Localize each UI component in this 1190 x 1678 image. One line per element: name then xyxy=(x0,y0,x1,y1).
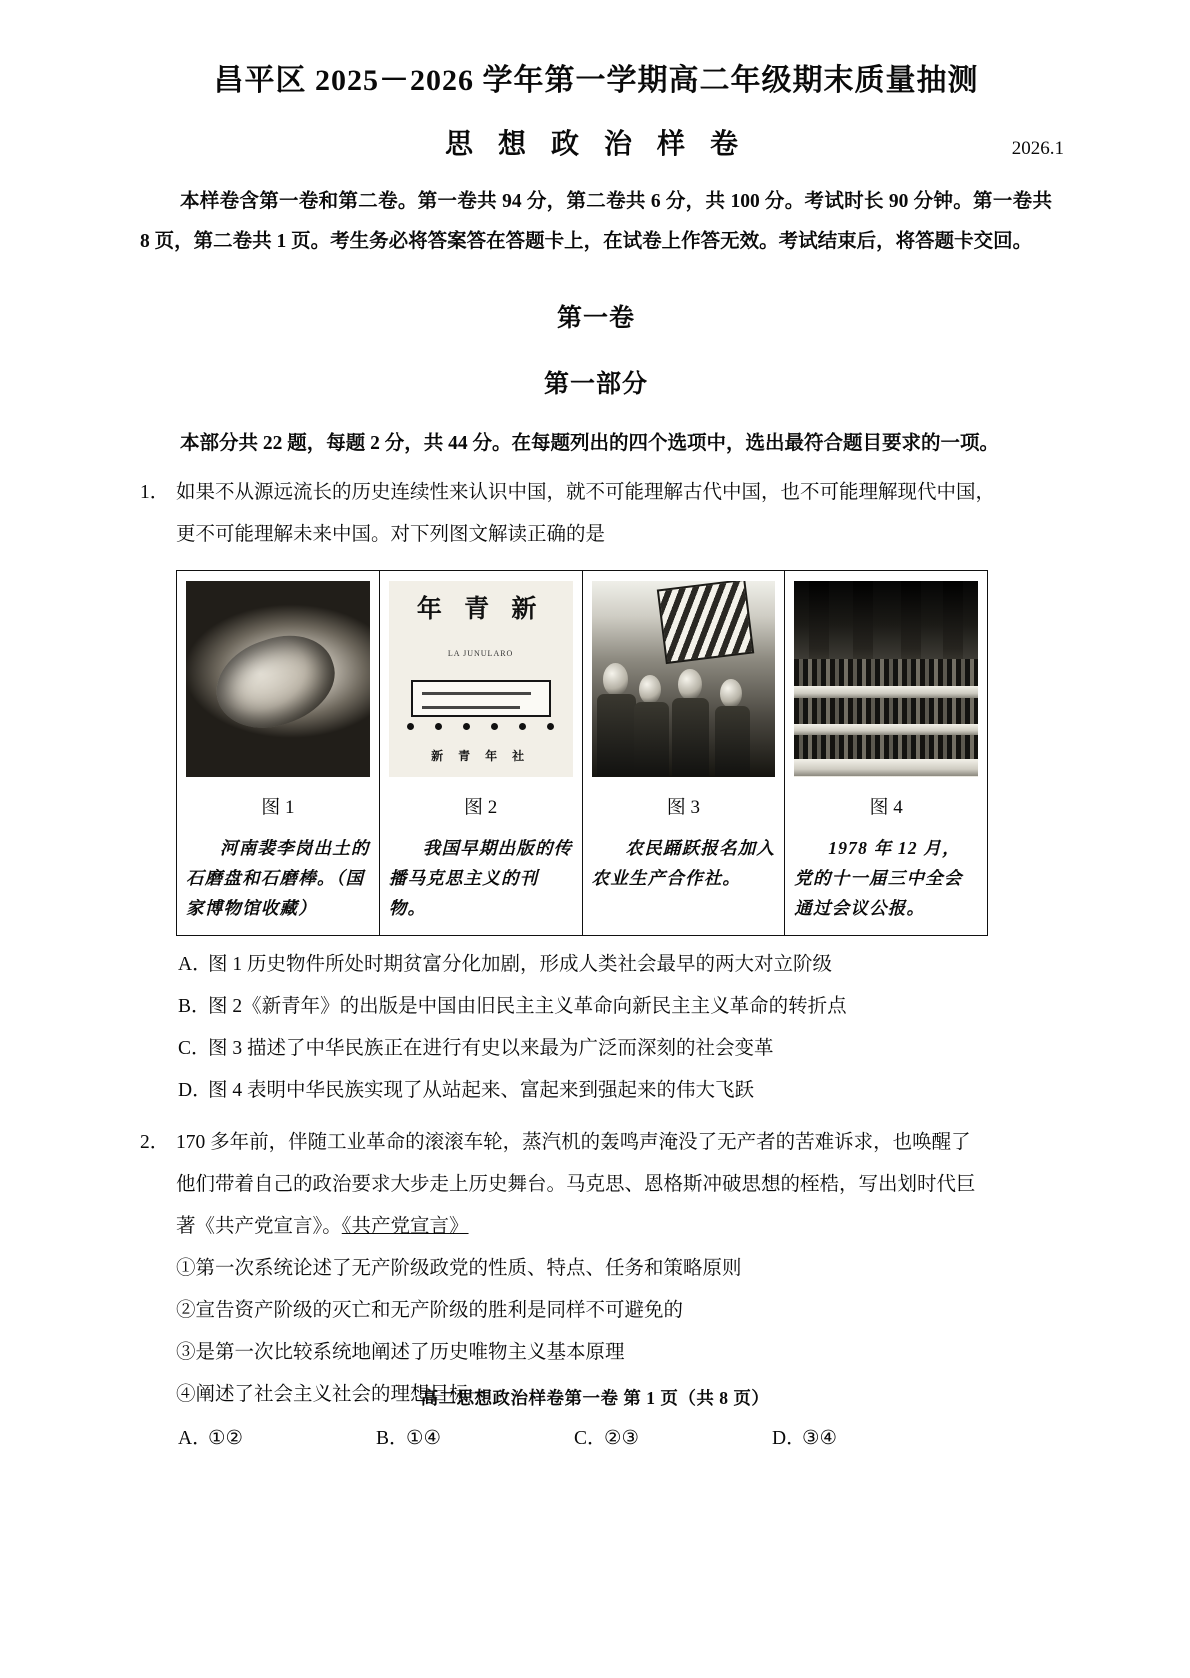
figure-2-caption xyxy=(389,833,573,923)
subject-title: 思 想 政 治 样 卷 xyxy=(444,128,747,160)
figure-4-caption-line-1: 1978 年 12 月，党的 xyxy=(794,837,961,888)
figure-2-caption-line-3: 物。 xyxy=(388,897,427,918)
figure-3-caption xyxy=(592,833,776,893)
magazine-cover-photo xyxy=(389,581,573,777)
figure-table xyxy=(176,570,988,936)
question-1-option-d[interactable] xyxy=(178,1070,1052,1112)
question-2-option-d-label: D． xyxy=(772,1427,806,1449)
question-1-option-b[interactable] xyxy=(178,986,1052,1028)
question-2-option-a[interactable] xyxy=(178,1418,376,1460)
question-2-statement-3: ③是第一次比较系统地阐述了历史唯物主义基本原理 xyxy=(176,1341,625,1363)
question-2-statement-4: ④阐述了社会主义社会的理想目标－ xyxy=(176,1383,489,1405)
figure-4-caption xyxy=(794,833,978,923)
exam-instructions: 本样卷含第一卷和第二卷。第一卷共 94 分，第二卷共 6 分，共 100 分。考试时长 90 分钟。第一卷共 8 页，第二卷共 1 页。考生务必将答案答在答题卡上，在试卷上作答无效。考试结束后，将答题卡交回。 xyxy=(140,190,1052,252)
page-content xyxy=(140,0,1064,1460)
figure-1-caption-line-1: 河南裴李岗出土 xyxy=(220,837,351,858)
question-2-number: 2． xyxy=(140,1131,170,1153)
question-2-stem-line-2: 他们带着自己的政治要求大步走上历史舞台。马克思、恩格斯冲破思想的桎梏，写出划时代巨 xyxy=(176,1173,976,1195)
question-2-option-d[interactable] xyxy=(772,1418,970,1460)
figure-cell-2 xyxy=(380,571,583,935)
question-1-option-d-label: D． xyxy=(178,1079,212,1101)
question-1-option-a[interactable] xyxy=(178,944,1052,986)
party-congress-photo xyxy=(794,581,978,777)
question-1-option-d-text: 图 4 表明中华民族实现了从站起来、富起来到强起来的伟大飞跃 xyxy=(208,1079,755,1101)
magazine-cover-subtitle: LA JUNULARO xyxy=(447,648,514,658)
figure-1-label: 图 1 xyxy=(261,796,295,818)
figure-2-label: 图 2 xyxy=(463,796,498,818)
figure-1-caption-line-2: 的石磨盘和石磨棒。 xyxy=(186,837,370,888)
subject-title-row xyxy=(140,122,1064,162)
question-1 xyxy=(140,472,1052,1112)
question-1-option-a-text: 图 1 历史物件所处时期贫富分化加剧，形成人类社会最早的两大对立阶级 xyxy=(208,953,833,975)
question-2-statement-1: ①第一次系统论述了无产阶级政党的性质、特点、任务和策略原则 xyxy=(176,1257,742,1279)
figure-cell-1 xyxy=(177,571,380,935)
figure-cell-4 xyxy=(785,571,987,935)
question-1-option-c-text: 图 3 描述了中华民族正在进行有史以来最为广泛而深刻的社会变革 xyxy=(208,1037,774,1059)
question-1-number: 1． xyxy=(140,481,170,503)
magazine-cover-title: 年 青 新 xyxy=(416,595,545,623)
question-1-stem-line-2: 更不可能理解未来中国。对下列图文解读正确的是 xyxy=(176,523,606,545)
question-2-option-a-text: ①② xyxy=(208,1427,243,1449)
question-2-option-d-text: ③④ xyxy=(802,1427,837,1449)
question-2-options xyxy=(140,1418,1052,1460)
part-title: 第一部分 xyxy=(543,370,648,398)
figure-3-label: 图 3 xyxy=(666,796,700,818)
question-2-stem xyxy=(140,1122,1052,1248)
stone-artifact-photo xyxy=(186,581,370,777)
figure-4-caption-line-3: 议公报。 xyxy=(850,897,926,918)
figure-2-caption-line-2: 传播马克思主义的刊 xyxy=(388,837,573,888)
figure-1-caption xyxy=(186,833,370,923)
question-2-option-a-label: A． xyxy=(178,1427,212,1449)
question-2-statement-2: ②宣告资产阶级的灭亡和无产阶级的胜利是同样不可避免的 xyxy=(176,1299,684,1321)
question-1-options xyxy=(140,944,1052,1112)
question-1-option-b-label: B． xyxy=(178,995,211,1017)
part-note: 本部分共 22 题，每题 2 分，共 44 分。在每题列出的四个选项中，选出最符合题目要求的一项。 xyxy=(180,432,1000,454)
farmers-crowd-photo xyxy=(592,581,776,777)
question-2-option-b-label: B． xyxy=(376,1427,409,1449)
figure-3-caption-line-2: 农业生产合作社。 xyxy=(591,867,742,888)
question-1-option-c[interactable] xyxy=(178,1028,1052,1070)
figure-3-caption-line-1: 农民踊跃报名加入 xyxy=(625,837,776,858)
figure-cell-3 xyxy=(583,571,786,935)
question-2-option-c-text: ②③ xyxy=(604,1427,639,1449)
question-2-option-b[interactable] xyxy=(376,1418,574,1460)
question-2-option-c[interactable] xyxy=(574,1418,772,1460)
question-1-stem xyxy=(140,472,1052,556)
figure-4-label: 图 4 xyxy=(869,796,903,818)
question-1-stem-line-1: 如果不从源远流长的历史连续性来认识中国，就不可能理解古代中国，也不可能理解现代中国， xyxy=(176,481,996,503)
question-2-option-b-text: ①④ xyxy=(406,1427,441,1449)
question-1-option-b-text: 图 2《新青年》的出版是中国由旧民主主义革命向新民主主义革命的转折点 xyxy=(208,995,847,1017)
exam-date: 2026.1 xyxy=(1011,137,1064,159)
question-2-stem-line-1: 170 多年前，伴随工业革命的滚滚车轮，蒸汽机的轰鸣声淹没了无产者的苦难诉求，也唤醒了 xyxy=(176,1131,971,1153)
question-1-option-c-label: C． xyxy=(178,1037,211,1059)
question-2-stem-line-3 xyxy=(176,1206,1052,1248)
question-2-option-c-label: C． xyxy=(574,1427,607,1449)
question-2-stem-line-3-pre: 著《共产党宣言》。 xyxy=(176,1215,342,1237)
page-title: 昌平区 2025－2026 学年第一学期高二年级期末质量抽测 xyxy=(213,64,979,97)
figure-1-caption-line-3: （国家博物馆收藏） xyxy=(186,867,365,918)
question-2-stem-line-3-underlined: 《共产党宣言》 xyxy=(341,1215,469,1237)
figure-2-caption-line-1: 我国早期出版的 xyxy=(422,837,554,858)
question-1-option-a-label: A． xyxy=(178,953,212,975)
volume-title: 第一卷 xyxy=(556,304,635,332)
magazine-cover-footer: 新 青 年 社 xyxy=(431,748,531,763)
figure-4-caption-line-2: 十一届三中全会通过会 xyxy=(794,867,963,918)
page-footer: 高二思想政治样卷第一卷 第 1 页（共 8 页） xyxy=(420,1388,770,1408)
